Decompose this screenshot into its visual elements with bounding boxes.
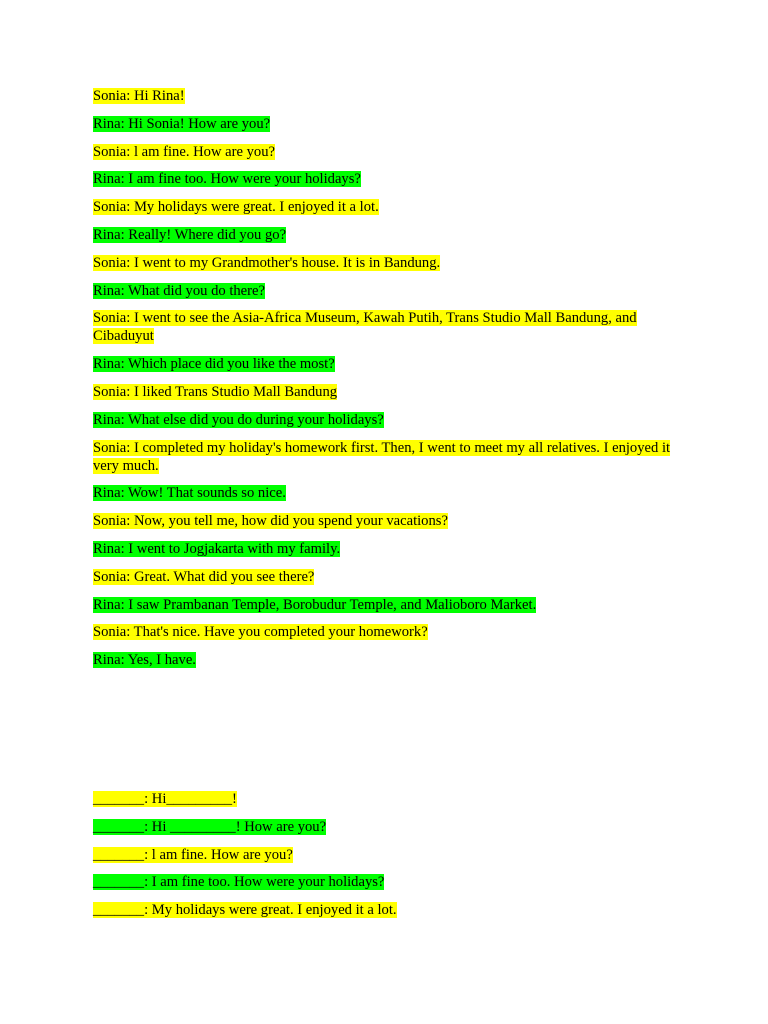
dialogue-line	[93, 512, 683, 530]
exercise-line	[93, 873, 683, 891]
exercise-line	[93, 818, 683, 836]
exercise-line	[93, 846, 683, 864]
dialogue-line	[93, 596, 683, 614]
dialogue-line	[93, 623, 683, 641]
highlighted-text: Rina: What did you do there?	[93, 282, 265, 299]
highlighted-text: Sonia: l am fine. How are you?	[93, 143, 275, 160]
dialogue-line	[93, 411, 683, 429]
dialogue-section	[93, 87, 683, 669]
dialogue-line	[93, 198, 683, 216]
highlighted-text: Rina: Wow! That sounds so nice.	[93, 485, 286, 502]
dialogue-line	[93, 383, 683, 401]
dialogue-line	[93, 309, 683, 345]
highlighted-text: _______: Hi _________! How are you?	[93, 818, 327, 835]
highlighted-text: Rina: Yes, I have.	[93, 652, 196, 669]
highlighted-text: Rina: I am fine too. How were your holidays?	[93, 171, 361, 188]
highlighted-text: Sonia: My holidays were great. I enjoyed it a lot.	[93, 199, 379, 216]
dialogue-line	[93, 143, 683, 161]
highlighted-text: Rina: Really! Where did you go?	[93, 226, 287, 243]
highlighted-text: Sonia: I completed my holiday's homework first. Then, I went to meet my all relatives. I enjoyed it very much.	[93, 439, 671, 474]
dialogue-line	[93, 170, 683, 188]
highlighted-text: Sonia: I liked Trans Studio Mall Bandung	[93, 383, 338, 400]
exercise-line	[93, 790, 683, 808]
highlighted-text: Sonia: Hi Rina!	[93, 88, 185, 104]
dialogue-line	[93, 484, 683, 502]
dialogue-line	[93, 282, 683, 300]
highlighted-text: Rina: I saw Prambanan Temple, Borobudur Temple, and Malioboro Market.	[93, 596, 537, 613]
highlighted-text: Sonia: That's nice. Have you completed your homework?	[93, 624, 428, 641]
dialogue-line	[93, 540, 683, 558]
highlighted-text: Sonia: Now, you tell me, how did you spend your vacations?	[93, 513, 448, 530]
dialogue-line	[93, 254, 683, 272]
highlighted-text: Rina: What else did you do during your holidays?	[93, 411, 384, 428]
highlighted-text: _______: l am fine. How are you?	[93, 846, 293, 863]
dialogue-line	[93, 87, 683, 105]
dialogue-line	[93, 226, 683, 244]
highlighted-text: Rina: Which place did you like the most?	[93, 356, 335, 373]
dialogue-line	[93, 439, 683, 475]
highlighted-text: Rina: I went to Jogjakarta with my family.	[93, 540, 341, 557]
exercise-line	[93, 901, 683, 919]
fill-in-exercise-section	[93, 790, 683, 919]
dialogue-line	[93, 568, 683, 586]
highlighted-text: Sonia: I went to my Grandmother's house. It is in Bandung.	[93, 254, 441, 271]
highlighted-text: _______: Hi_________!	[93, 791, 237, 807]
highlighted-text: _______: I am fine too. How were your holidays?	[93, 874, 385, 891]
dialogue-line	[93, 651, 683, 669]
highlighted-text: _______: My holidays were great. I enjoyed it a lot.	[93, 902, 397, 919]
highlighted-text: Rina: Hi Sonia! How are you?	[93, 115, 271, 132]
dialogue-line	[93, 355, 683, 373]
dialogue-line	[93, 115, 683, 133]
highlighted-text: Sonia: I went to see the Asia-Africa Museum, Kawah Putih, Trans Studio Mall Bandung, and Cibaduyut	[93, 310, 637, 345]
highlighted-text: Sonia: Great. What did you see there?	[93, 568, 315, 585]
